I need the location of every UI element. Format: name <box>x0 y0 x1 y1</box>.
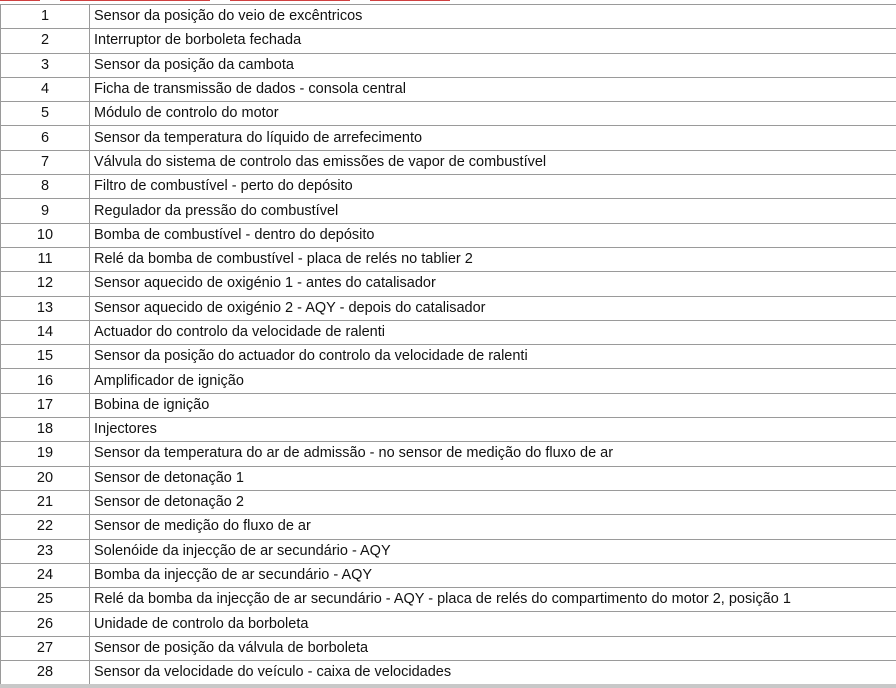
row-description: Relé da bomba da injecção de ar secundário - AQY - placa de relés do compartimento do motor 2, posição 1 <box>90 588 896 612</box>
table-row <box>1 345 896 369</box>
row-number: 7 <box>1 150 90 174</box>
row-number: 22 <box>1 515 90 539</box>
row-number: 25 <box>1 588 90 612</box>
table-row <box>1 272 896 296</box>
table-row <box>1 29 896 53</box>
table-row <box>1 102 896 126</box>
row-number: 26 <box>1 612 90 636</box>
row-description: Sensor aquecido de oxigénio 2 - AQY - depois do catalisador <box>90 296 896 320</box>
table-row <box>1 612 896 636</box>
row-description: Sensor de detonação 1 <box>90 466 896 490</box>
table-row <box>1 175 896 199</box>
table-row <box>1 247 896 271</box>
table-row <box>1 490 896 514</box>
table-row <box>1 588 896 612</box>
row-description: Interruptor de borboleta fechada <box>90 29 896 53</box>
row-number: 18 <box>1 418 90 442</box>
table-row <box>1 199 896 223</box>
row-description: Sensor de medição do fluxo de ar <box>90 515 896 539</box>
table-row <box>1 636 896 660</box>
row-description: Amplificador de ignição <box>90 369 896 393</box>
row-number: 16 <box>1 369 90 393</box>
row-description: Sensor da posição do actuador do controlo da velocidade de ralenti <box>90 345 896 369</box>
row-number: 14 <box>1 320 90 344</box>
row-description: Bomba da injecção de ar secundário - AQY <box>90 563 896 587</box>
table-row <box>1 223 896 247</box>
table-row <box>1 5 896 29</box>
row-description: Actuador do controlo da velocidade de ralenti <box>90 320 896 344</box>
table-row <box>1 296 896 320</box>
row-description: Sensor da temperatura do ar de admissão - no sensor de medição do fluxo de ar <box>90 442 896 466</box>
table-row <box>1 418 896 442</box>
component-legend-table <box>0 4 896 685</box>
row-number: 23 <box>1 539 90 563</box>
row-description: Regulador da pressão do combustível <box>90 199 896 223</box>
row-number: 1 <box>1 5 90 29</box>
row-number: 20 <box>1 466 90 490</box>
row-description: Sensor da velocidade do veículo - caixa de velocidades <box>90 661 896 685</box>
row-number: 28 <box>1 661 90 685</box>
table-row <box>1 150 896 174</box>
row-description: Sensor da posição da cambota <box>90 53 896 77</box>
bottom-divider <box>0 684 896 688</box>
row-number: 6 <box>1 126 90 150</box>
table-row <box>1 539 896 563</box>
table-row <box>1 393 896 417</box>
row-number: 11 <box>1 247 90 271</box>
row-number: 10 <box>1 223 90 247</box>
row-number: 15 <box>1 345 90 369</box>
row-description: Ficha de transmissão de dados - consola central <box>90 77 896 101</box>
row-number: 19 <box>1 442 90 466</box>
row-description: Solenóide da injecção de ar secundário - AQY <box>90 539 896 563</box>
row-number: 24 <box>1 563 90 587</box>
row-number: 17 <box>1 393 90 417</box>
row-number: 21 <box>1 490 90 514</box>
table-row <box>1 563 896 587</box>
row-description: Sensor da temperatura do líquido de arrefecimento <box>90 126 896 150</box>
row-description: Sensor da posição do veio de excêntricos <box>90 5 896 29</box>
table-row <box>1 369 896 393</box>
table-row <box>1 77 896 101</box>
row-description: Sensor de posição da válvula de borboleta <box>90 636 896 660</box>
row-number: 8 <box>1 175 90 199</box>
row-description: Bobina de ignição <box>90 393 896 417</box>
row-number: 13 <box>1 296 90 320</box>
table-row <box>1 320 896 344</box>
table-row <box>1 515 896 539</box>
row-description: Módulo de controlo do motor <box>90 102 896 126</box>
row-description: Sensor aquecido de oxigénio 1 - antes do catalisador <box>90 272 896 296</box>
row-description: Unidade de controlo da borboleta <box>90 612 896 636</box>
row-description: Válvula do sistema de controlo das emissões de vapor de combustível <box>90 150 896 174</box>
row-number: 27 <box>1 636 90 660</box>
table-row <box>1 661 896 685</box>
row-number: 4 <box>1 77 90 101</box>
row-description: Relé da bomba de combustível - placa de relés no tablier 2 <box>90 247 896 271</box>
row-number: 12 <box>1 272 90 296</box>
row-description: Sensor de detonação 2 <box>90 490 896 514</box>
row-number: 9 <box>1 199 90 223</box>
row-description: Filtro de combustível - perto do depósito <box>90 175 896 199</box>
table-row <box>1 466 896 490</box>
table-row <box>1 126 896 150</box>
row-number: 2 <box>1 29 90 53</box>
table-row <box>1 53 896 77</box>
table-row <box>1 442 896 466</box>
row-number: 5 <box>1 102 90 126</box>
row-description: Injectores <box>90 418 896 442</box>
row-description: Bomba de combustível - dentro do depósito <box>90 223 896 247</box>
row-number: 3 <box>1 53 90 77</box>
